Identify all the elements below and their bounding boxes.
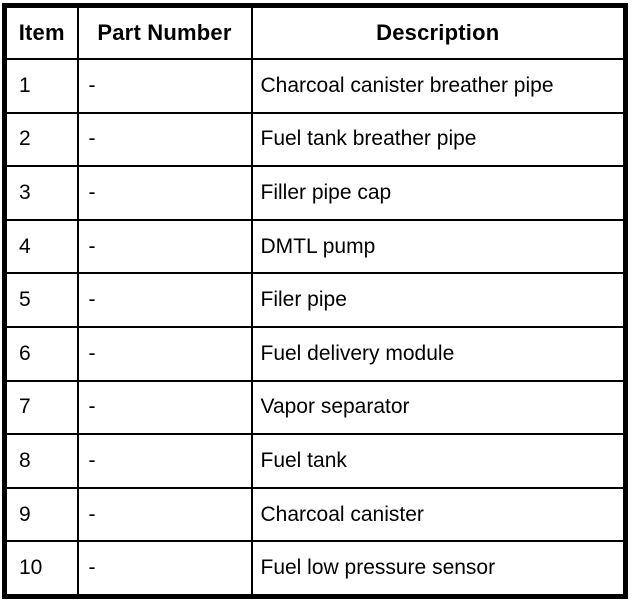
parts-table — [2, 3, 628, 599]
item-cell: 3 — [5, 166, 78, 220]
part-number-cell: - — [78, 113, 252, 167]
table-row — [5, 166, 626, 220]
description-cell: Fuel delivery module — [252, 327, 626, 381]
description-cell: Charcoal canister breather pipe — [252, 59, 626, 113]
table-row — [5, 59, 626, 113]
description-cell: Vapor separator — [252, 381, 626, 435]
description-cell: Filler pipe cap — [252, 166, 626, 220]
table-row — [5, 220, 626, 274]
part-number-cell: - — [78, 220, 252, 274]
description-cell: DMTL pump — [252, 220, 626, 274]
table-row — [5, 113, 626, 167]
part-number-cell: - — [78, 59, 252, 113]
header-description: Description — [252, 6, 626, 60]
item-cell: 5 — [5, 273, 78, 327]
table-row — [5, 273, 626, 327]
part-number-cell: - — [78, 434, 252, 488]
item-cell: 8 — [5, 434, 78, 488]
header-row — [5, 6, 626, 60]
table-row — [5, 434, 626, 488]
description-cell: Filer pipe — [252, 273, 626, 327]
table-row — [5, 488, 626, 542]
part-number-cell: - — [78, 166, 252, 220]
item-cell: 9 — [5, 488, 78, 542]
description-cell: Fuel tank breather pipe — [252, 113, 626, 167]
item-cell: 10 — [5, 541, 78, 596]
part-number-cell: - — [78, 327, 252, 381]
table-row — [5, 381, 626, 435]
header-part-number: Part Number — [78, 6, 252, 60]
part-number-cell: - — [78, 488, 252, 542]
description-cell: Fuel low pressure sensor — [252, 541, 626, 596]
item-cell: 2 — [5, 113, 78, 167]
part-number-cell: - — [78, 273, 252, 327]
item-cell: 6 — [5, 327, 78, 381]
table-row — [5, 327, 626, 381]
item-cell: 4 — [5, 220, 78, 274]
header-item: Item — [5, 6, 78, 60]
table-row — [5, 541, 626, 596]
item-cell: 1 — [5, 59, 78, 113]
table-body — [5, 59, 626, 597]
description-cell: Fuel tank — [252, 434, 626, 488]
description-cell: Charcoal canister — [252, 488, 626, 542]
part-number-cell: - — [78, 541, 252, 596]
table-header — [5, 6, 626, 60]
item-cell: 7 — [5, 381, 78, 435]
part-number-cell: - — [78, 381, 252, 435]
